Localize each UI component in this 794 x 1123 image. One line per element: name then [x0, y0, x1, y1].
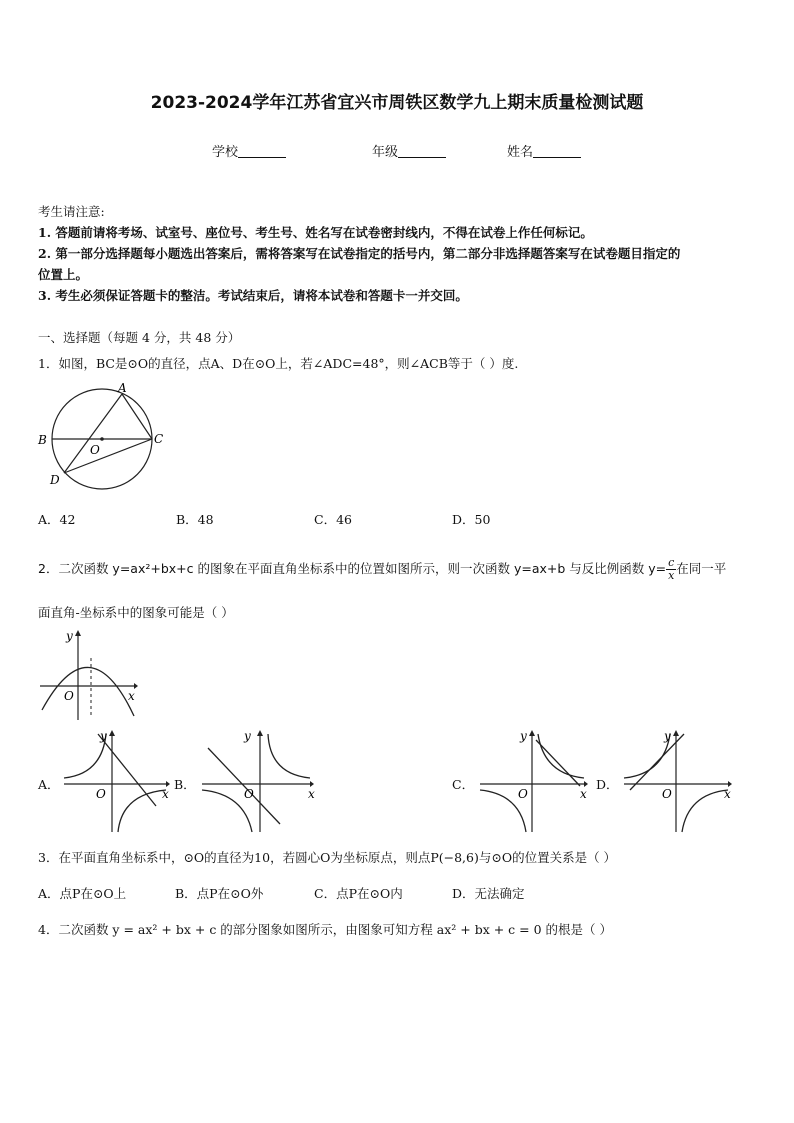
origin-label: O	[518, 787, 528, 801]
question-3-text: 3．在平面直角坐标系中，⊙O的直径为10，若圆心O为坐标原点，则点P(−8,6)与⊙O的位置关系是（ ）	[38, 850, 617, 865]
q2-fraction	[666, 557, 676, 582]
notice-item-1: 1. 答题前请将考场、试室号、座位号、考生号、姓名写在试卷密封线内，不得在试卷上作任何标记。	[38, 225, 593, 240]
segment-ac	[122, 394, 152, 439]
q3-option-c[interactable]: C．点P在⊙O内	[314, 886, 403, 901]
q1-option-b[interactable]: B．48	[176, 512, 214, 527]
grade-blank[interactable]	[398, 145, 446, 158]
parabola-curve	[42, 667, 134, 716]
segment-ad	[64, 394, 122, 473]
notice-item-2: 2. 第一部分选择题每小题选出答案后，需将答案写在试卷指定的括号内，第二部分非选择题答案写在试卷题目指定的	[38, 246, 681, 261]
label-d: D	[50, 473, 60, 487]
section-heading: 一、选择题（每题 4 分，共 48 分）	[38, 330, 241, 345]
line-graph	[536, 740, 580, 786]
school-label: 学校	[212, 145, 239, 160]
axis-y-label: y	[664, 729, 671, 743]
q3-option-b[interactable]: B．点P在⊙O外	[175, 886, 264, 901]
axis-x-label: x	[580, 787, 587, 801]
q3-option-a[interactable]: A．点P在⊙O上	[38, 886, 127, 901]
center-dot	[100, 437, 104, 441]
grade-field	[372, 141, 446, 160]
axis-x-label: x	[308, 787, 315, 801]
hyperbola-branch-1	[268, 734, 310, 778]
origin-label: O	[244, 787, 254, 801]
q2-text-b: 在同一平	[676, 561, 727, 576]
q1-option-c[interactable]: C．46	[314, 512, 352, 527]
axis-y-label: y	[244, 729, 251, 743]
origin-label: O	[662, 787, 672, 801]
label-o: O	[90, 443, 100, 457]
school-blank[interactable]	[238, 145, 286, 158]
q2-parabola-graph	[38, 628, 138, 723]
question-2-text	[38, 557, 726, 582]
question-1-text: 1．如图，BC是⊙O的直径，点A、D在⊙O上，若∠ADC=48°，则∠ACB等于（ ）度.	[38, 356, 519, 371]
page-title: 2023-2024学年江苏省宜兴市周铁区数学九上期末质量检测试题	[150, 93, 644, 113]
school-field	[212, 141, 286, 160]
axis-x-label: x	[162, 787, 169, 801]
hyperbola-branch-2	[118, 790, 166, 832]
axis-y-label: y	[66, 629, 73, 643]
hyperbola-branch-1	[538, 734, 584, 778]
y-arrow-icon	[109, 730, 115, 736]
origin-label: O	[96, 787, 106, 801]
y-arrow-icon	[529, 730, 535, 736]
question-2-text-cont: 面直角-坐标系中的图象可能是（ ）	[38, 605, 234, 620]
notice-item-3: 3. 考生必须保证答题卡的整洁。考试结束后，请将本试卷和答题卡一并交回。	[38, 288, 468, 303]
label-b: B	[38, 433, 47, 447]
q1-option-d[interactable]: D．50	[452, 512, 491, 527]
q3-option-d[interactable]: D．无法确定	[452, 886, 525, 901]
q2-option-b-label[interactable]: B．	[174, 777, 196, 792]
name-label: 姓名	[507, 145, 534, 160]
q1-circle-figure	[34, 380, 174, 495]
origin-label: O	[64, 689, 74, 703]
q2-option-c-graph[interactable]	[476, 728, 592, 836]
notice-heading: 考生请注意:	[38, 204, 105, 219]
grade-label: 年级	[372, 145, 399, 160]
q2-option-c-label[interactable]: C．	[452, 777, 475, 792]
name-blank[interactable]	[533, 145, 581, 158]
line-graph	[98, 734, 156, 806]
q2-frac-den: x	[668, 569, 675, 582]
hyperbola-branch-2	[682, 790, 728, 832]
y-arrow-icon	[673, 730, 679, 736]
label-a: A	[118, 381, 127, 395]
question-4-text: 4．二次函数 y = ax² + bx + c 的部分图象如图所示，由图象可知方程 ax² + bx + c = 0 的根是（ ）	[38, 922, 612, 937]
q2-option-d-label[interactable]: D．	[596, 777, 619, 792]
axis-x-label: x	[724, 787, 731, 801]
q2-option-b-graph[interactable]	[198, 728, 318, 836]
axis-y-label: y	[100, 729, 107, 743]
q2-frac-num: c	[668, 556, 675, 569]
axis-x-label: x	[128, 689, 135, 703]
y-arrow-icon	[257, 730, 263, 736]
name-field	[507, 141, 581, 160]
axis-y-label: y	[520, 729, 527, 743]
y-arrow-icon	[75, 630, 81, 636]
label-c: C	[154, 432, 164, 446]
q2-option-a-graph[interactable]	[60, 728, 172, 836]
q1-option-a[interactable]: A．42	[38, 512, 76, 527]
q2-option-a-label[interactable]: A．	[38, 777, 60, 792]
notice-item-2-cont: 位置上。	[38, 267, 89, 282]
q2-option-d-graph[interactable]	[620, 728, 736, 836]
q2-text-a: 2．二次函数 y=ax²+bx+c 的图象在平面直角坐标系中的位置如图所示，则一次函数 y=ax+b 与反比例函数 y=	[38, 561, 667, 576]
